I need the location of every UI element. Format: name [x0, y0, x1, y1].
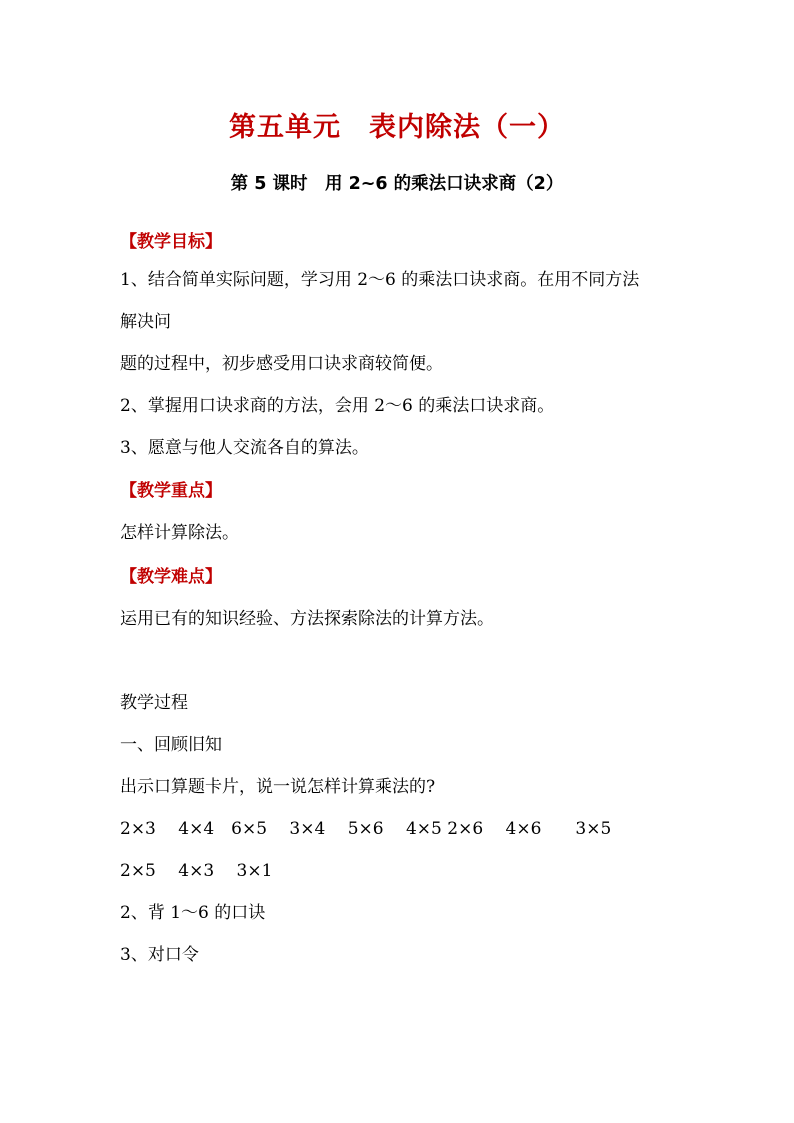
lesson-subtitle: 第 5 课时 用 2~6 的乘法口诀求商（2）	[230, 174, 564, 194]
unit-title: 第五单元 表内除法（一）	[229, 112, 565, 143]
process-title: 教学过程	[120, 693, 188, 713]
goals-heading: 【教学目标】	[120, 232, 222, 252]
goal-line-3: 题的过程中，初步感受用口诀求商较简便。	[120, 354, 443, 374]
key-heading: 【教学重点】	[120, 481, 222, 501]
card-row-1: 2×3 4×4 6×5 3×4 5×6 4×5 2×6 4×6 3×5	[120, 819, 612, 839]
goal-line-5: 3、愿意与他人交流各自的算法。	[120, 438, 369, 458]
goal-line-4: 2、掌握用口诀求商的方法，会用 2～6 的乘法口诀求商。	[120, 396, 555, 416]
difficulty-heading: 【教学难点】	[120, 567, 222, 587]
goal-line-2: 解决问	[120, 312, 171, 332]
process-step-1: 一、回顾旧知	[120, 735, 222, 755]
process-intro: 出示口算题卡片，说一说怎样计算乘法的?	[120, 777, 436, 797]
card-row-2: 2×5 4×3 3×1	[120, 861, 273, 881]
goal-line-1: 1、结合简单实际问题，学习用 2～6 的乘法口诀求商。在用不同方法	[120, 270, 640, 290]
process-step-2: 2、背 1～6 的口诀	[120, 903, 266, 923]
process-step-3: 3、对口令	[120, 945, 199, 965]
key-text: 怎样计算除法。	[120, 523, 239, 543]
difficulty-text: 运用已有的知识经验、方法探索除法的计算方法。	[120, 609, 494, 629]
